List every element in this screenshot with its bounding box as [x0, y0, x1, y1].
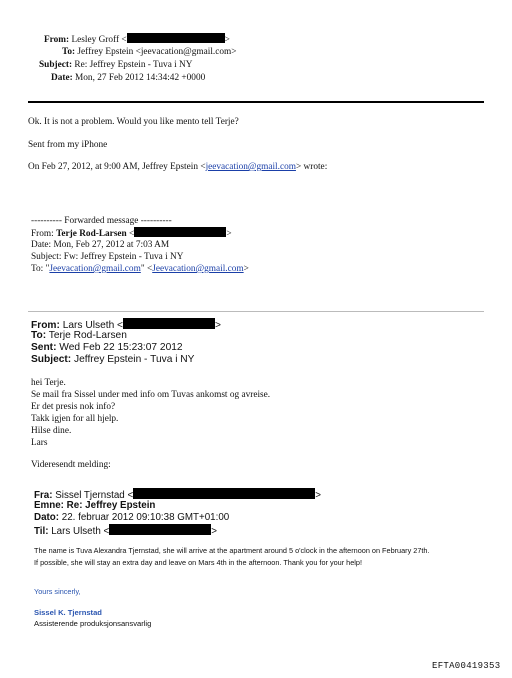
sissel-body-line-2: If possible, she will stay an extra day and leave on Mars 4th in the afternoon. Thank you for your help!	[34, 558, 363, 567]
header-to-label: To:	[62, 47, 76, 57]
redaction-bar	[134, 227, 226, 237]
ulseth-subject-value: Jeffrey Epstein - Tuva i NY	[71, 354, 195, 365]
ulseth-body-line: Hilse dine.	[31, 426, 72, 436]
ulseth-body-line: Lars	[31, 438, 48, 448]
forwarded-to-pre: To: "	[31, 264, 50, 274]
ulseth-body-line: hei Terje.	[31, 378, 66, 388]
sissel-body-line-1: The name is Tuva Alexandra Tjernstad, she will arrive at the apartment around 5 o'clock in the afternoon on February 27th.	[34, 546, 430, 555]
ulseth-body-line: Se mail fra Sissel under med info om Tuvas ankomst og avreise.	[31, 390, 271, 400]
forwarded-subject: Subject: Fw: Jeffrey Epstein - Tuva i NY	[31, 252, 184, 262]
redaction-bar	[123, 318, 215, 329]
header-subject-value: Re: Jeffrey Epstein - Tuva i NY	[74, 60, 193, 70]
ulseth-body-line: Er det presis nok info?	[31, 402, 116, 412]
sissel-emne-row	[34, 500, 155, 512]
videresendt-label: Videresendt melding:	[31, 460, 111, 470]
ulseth-to-label: To:	[31, 330, 47, 341]
sissel-til-row	[34, 524, 217, 538]
ulseth-subject-row	[31, 354, 194, 366]
header-subject-row	[39, 59, 193, 72]
forwarded-from-mid: <	[126, 229, 135, 239]
ulseth-body-line: Takk igjen for all hjelp.	[31, 414, 119, 424]
header-date-value: Mon, 27 Feb 2012 14:34:42 +0000	[75, 73, 206, 83]
email-link[interactable]: jeevacation@gmail.com	[205, 162, 296, 172]
ulseth-sent-label: Sent:	[31, 342, 57, 353]
forwarded-from-label: From:	[31, 229, 54, 239]
reply-line-3	[28, 161, 327, 173]
sissel-til-value: Lars Ulseth <	[48, 526, 110, 537]
sissel-dato-row	[34, 512, 229, 524]
header-to-row	[62, 46, 236, 59]
header-divider	[28, 101, 484, 103]
forwarded-date: Date: Mon, Feb 27, 2012 at 7:03 AM	[31, 240, 170, 250]
ulseth-sent-value: Wed Feb 22 15:23:07 2012	[56, 342, 183, 353]
sissel-emne-value: Re: Jeffrey Epstein	[63, 500, 156, 511]
header-to-value: Jeffrey Epstein <jeevacation@gmail.com>	[77, 47, 237, 57]
sissel-closing: Yours sincerly,	[34, 587, 81, 596]
header-date-row	[51, 72, 205, 85]
signature-name: Sissel K. Tjernstad	[34, 608, 102, 617]
reply-line-1: Ok. It is not a problem. Would you like mento tell Terje?	[28, 117, 239, 127]
signature-title: Assisterende produksjonsansvarlig	[34, 619, 152, 628]
header-from-label: From:	[44, 35, 70, 45]
ulseth-from-label: From:	[31, 320, 60, 331]
sissel-til-label: Til:	[34, 526, 49, 537]
ulseth-sent-row	[31, 342, 183, 354]
reply-quote-intro: On Feb 27, 2012, at 9:00 AM, Jeffrey Epstein <	[28, 162, 206, 172]
email-link[interactable]: Jeevacation@gmail.com	[49, 264, 141, 274]
sissel-emne-label: Emne:	[34, 500, 64, 511]
sissel-fra-label: Fra:	[34, 490, 53, 501]
sissel-fra-tail: >	[315, 490, 321, 501]
sissel-dato-label: Dato:	[34, 512, 60, 523]
header-from-tail: >	[224, 35, 230, 45]
bates-number: EFTA00419353	[432, 661, 501, 671]
email-link[interactable]: Jeevacation@gmail.com	[152, 264, 244, 274]
redaction-bar	[127, 33, 225, 43]
sissel-dato-value: 22. februar 2012 09:10:38 GMT+01:00	[59, 512, 230, 523]
header-date-label: Date:	[51, 73, 73, 83]
header-from-value: Lesley Groff <	[71, 35, 127, 45]
reply-line-2: Sent from my iPhone	[28, 140, 108, 150]
ulseth-to-row	[31, 330, 127, 342]
forwarded-from-tail: >	[226, 229, 232, 239]
reply-quote-outro: > wrote:	[295, 162, 328, 172]
redaction-bar	[109, 524, 211, 535]
forwarded-to-mid: " <	[140, 264, 153, 274]
forwarded-to-row	[31, 263, 249, 275]
ulseth-subject-label: Subject:	[31, 354, 72, 365]
forwarded-to-post: >	[243, 264, 249, 274]
forwarded-title: ---------- Forwarded message ----------	[31, 216, 172, 226]
ulseth-from-value: Lars Ulseth <	[59, 320, 124, 331]
redaction-bar	[133, 488, 315, 499]
header-subject-label: Subject:	[39, 60, 73, 70]
sissel-til-tail: >	[211, 526, 217, 537]
sissel-fra-value: Sissel Tjernstad <	[52, 490, 134, 501]
forwarded-from-value: Terje Rod-Larsen	[56, 229, 127, 239]
ulseth-from-tail: >	[215, 320, 221, 331]
ulseth-divider	[28, 311, 484, 312]
header-from-row	[44, 33, 230, 47]
ulseth-to-value: Terje Rod-Larsen	[46, 330, 127, 341]
